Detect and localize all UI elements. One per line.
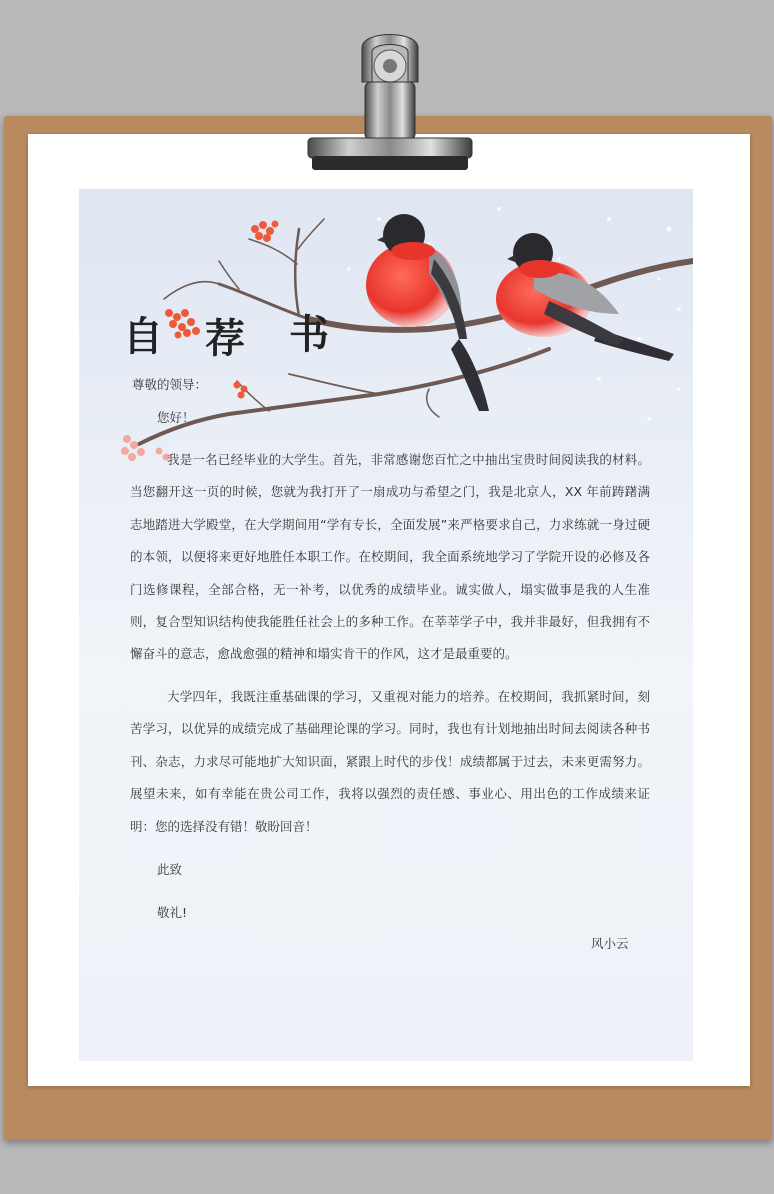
title-char: 书 (289, 311, 329, 358)
signature: 风小云 (591, 936, 629, 951)
closing-salutation: 此致 (157, 862, 183, 877)
closing-regards: 敬礼! (157, 905, 188, 920)
title-char: 荐 (205, 315, 245, 362)
title-char: 自 (123, 313, 163, 360)
binder-clip-icon (300, 20, 480, 180)
bullfinch-bird-icon (366, 214, 489, 411)
hello-line: 您好！ (157, 410, 195, 425)
paragraph-1: 我是一名已经毕业的大学生。首先，非常感谢您百忙之中抽出宝贵时间阅读我的材料。当您翻开这一页的时候，您就为我打开了一扇成功与希望之门，我是北京人，XX 年前踌躇满志地踏进大学殿堂，在大学期间用“学有专长，全面发展”来严格要求自己，力求练就一身过硬的本领，以便将来更好地胜任本职工作。在校期间，我全面系统地学习了学院开设的必修及各门选修课程，全部合格，无一补考，以优秀的成绩毕业。诚实做人，塌实做事是我的人生准则，复合型知识结构使我能胜任社会上的多种工作。在莘莘学子中，我并非最好，但我拥有不懈奋斗的意志，愈战愈强的精神和塌实肯干的作风，这才是最重要的。 (130, 452, 650, 662)
letter-page (79, 189, 693, 1061)
bullfinch-bird-icon (496, 233, 674, 361)
greeting: 尊敬的领导： (132, 377, 208, 392)
paragraph-2: 大学四年，我既注重基础课的学习，又重视对能力的培养。在校期间，我抓紧时间，刻苦学习，以优异的成绩完成了基础理论课的学习。同时，我也有计划地抽出时间去阅读各种书刊、杂志，力求尽可能地扩大知识面，紧跟上时代的步伐！成绩都属于过去，未来更需努力。展望未来，如有幸能在贵公司工作，我将以强烈的责任感、事业心、用出色的工作成绩来证明：您的选择没有错！敬盼回音！ (130, 689, 650, 834)
